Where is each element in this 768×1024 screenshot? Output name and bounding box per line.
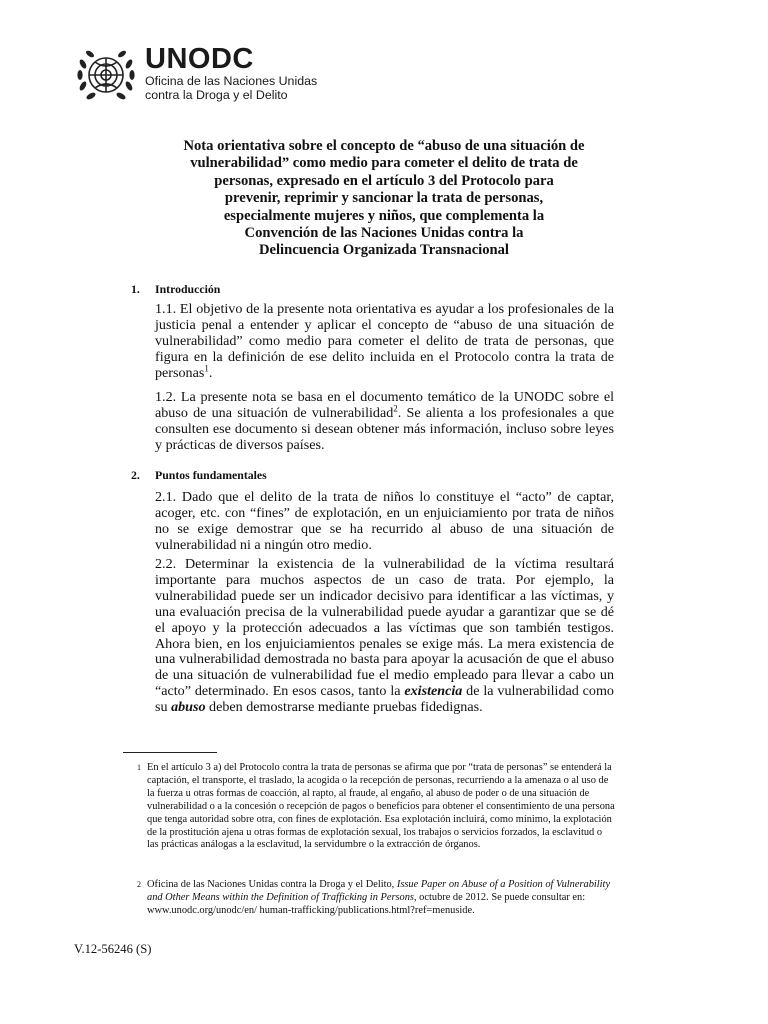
- document-code: V.12-56246 (S): [74, 942, 152, 956]
- footnote-mark: 2: [137, 880, 141, 889]
- footnote-1: 1 En el artículo 3 a) del Protocolo contra la trata de personas se afirma que por “trata de personas” se entenderá la captación, el transporte, el traslado, la acogida o la recepción de personas, recurriendo a la amenaza o al uso de la fuerza u otras formas de coacción, al rapto, al fraude, al engaño, al abuso de poder o de una situación de vulnerabilidad o a la concesión o recepción de pagos o beneficios para obtener el consentimiento de una persona que tenga autoridad sobre otra, con fines de explotación. Esa explotación incluirá, como mínimo, la explotación de la prostitución ajena u otras formas de explotación sexual, los trabajos o servicios forzados, la esclavitud o las prácticas análogas a la esclavitud, la servidumbre o la extracción de órganos.: [137, 762, 615, 851]
- emphasis-existencia: existencia: [404, 683, 463, 700]
- cited-title: Issue Paper on Abuse of a Position of Vulnerability and Other Means within the Definition of Trafficking in Persons: [147, 879, 611, 903]
- paragraph-2-1: 2.1. Dado que el delito de la trata de niños lo constituye el “acto” de captar, acoger, etc. con “fines” de explotación, en un enjuiciamiento por trata de niños no se exige demostrar que se ha recurrido al abuso de una situación de vulnerabilidad ni a ningún otro medio.: [155, 489, 614, 553]
- title-line: especialmente mujeres y niños, que complementa la: [223, 207, 545, 224]
- title-line: Convención de las Naciones Unidas contra la: [244, 225, 524, 242]
- title-line: vulnerabilidad” como medio para cometer el delito de trata de: [190, 155, 578, 172]
- title-line: personas, expresado en el artículo 3 del Protocolo para: [214, 172, 554, 189]
- footnote-2: 2 Oficina de las Naciones Unidas contra la Droga y el Delito, Issue Paper on Abuse of a Position of Vulnerability and Other Means within the Definition of Trafficking in Persons, octubre de 2012. Se puede consultar en: www.unodc.org/unodc/en/ human-trafficking/publications.html?ref=menuside.: [137, 879, 611, 916]
- emphasis-abuso: abuso: [171, 699, 206, 716]
- un-emblem-icon: [75, 44, 137, 106]
- section-number: 1.: [131, 282, 140, 296]
- brand-name: UNODC: [145, 43, 254, 75]
- document-title: [150, 138, 618, 260]
- footnote-ref-1[interactable]: 1: [204, 362, 209, 373]
- paragraph-1-1: 1.1. El objetivo de la presente nota orientativa es ayudar a los profesionales de la justicia penal a entender y aplicar el concepto de “abuso de una situación de vulnerabilidad” como medio para cometer el delito de trata de personas, que figura en la definición de ese delito incluida en el Protocolo contra la trata de personas$^1$.: [155, 301, 614, 381]
- footnote-ref-2[interactable]: 2: [393, 403, 398, 414]
- section-title: Puntos fundamentales: [155, 468, 267, 482]
- org-name-line-2: contra la Droga y el Delito: [145, 88, 288, 102]
- section-number: 2.: [131, 468, 140, 482]
- unodc-logo: [75, 44, 317, 106]
- section-1-heading: [131, 282, 220, 297]
- section-title: Introducción: [155, 282, 221, 296]
- footnote-divider: [123, 752, 217, 753]
- title-line: prevenir, reprimir y sancionar la trata de personas,: [224, 190, 544, 207]
- org-name-line-1: Oficina de las Naciones Unidas: [145, 74, 318, 88]
- section-2-heading: [131, 468, 267, 483]
- footnote-mark: 1: [137, 763, 141, 772]
- title-line: Delincuencia Organizada Transnacional: [258, 242, 509, 259]
- paragraph-1-2: 1.2. La presente nota se basa en el documento temático de la UNODC sobre el abuso de una situación de vulnerabilidad$^2$. Se alienta a los profesionales a que consulten ese documento si desean obtener más información, incluso sobre leyes y prácticas de diversos países.: [155, 389, 614, 453]
- title-line: Nota orientativa sobre el concepto de “abuso de una situación de: [183, 138, 585, 154]
- paragraph-2-2: 2.2. Determinar la existencia de la vulnerabilidad de la víctima resultará importante para muchos aspectos de un caso de trata. Por ejemplo, la vulnerabilidad puede ser un indicador decisivo para identificar a las víctimas, y una evaluación precisa de la vulnerabilidad puede ayudar a garantizar que se dé el apoyo y la protección adecuados a las víctimas que son también testigos. Ahora bien, en los enjuiciamientos penales se exige más. La mera existencia de una vulnerabilidad demostrada no basta para apoyar la acusación de que el abuso de una situación de vulnerabilidad fue el medio empleado para llevar a cabo un “acto” determinado. En esos casos, tanto la existencia de la vulnerabilidad como su abuso deben demostrarse mediante pruebas fidedignas.: [155, 556, 614, 716]
